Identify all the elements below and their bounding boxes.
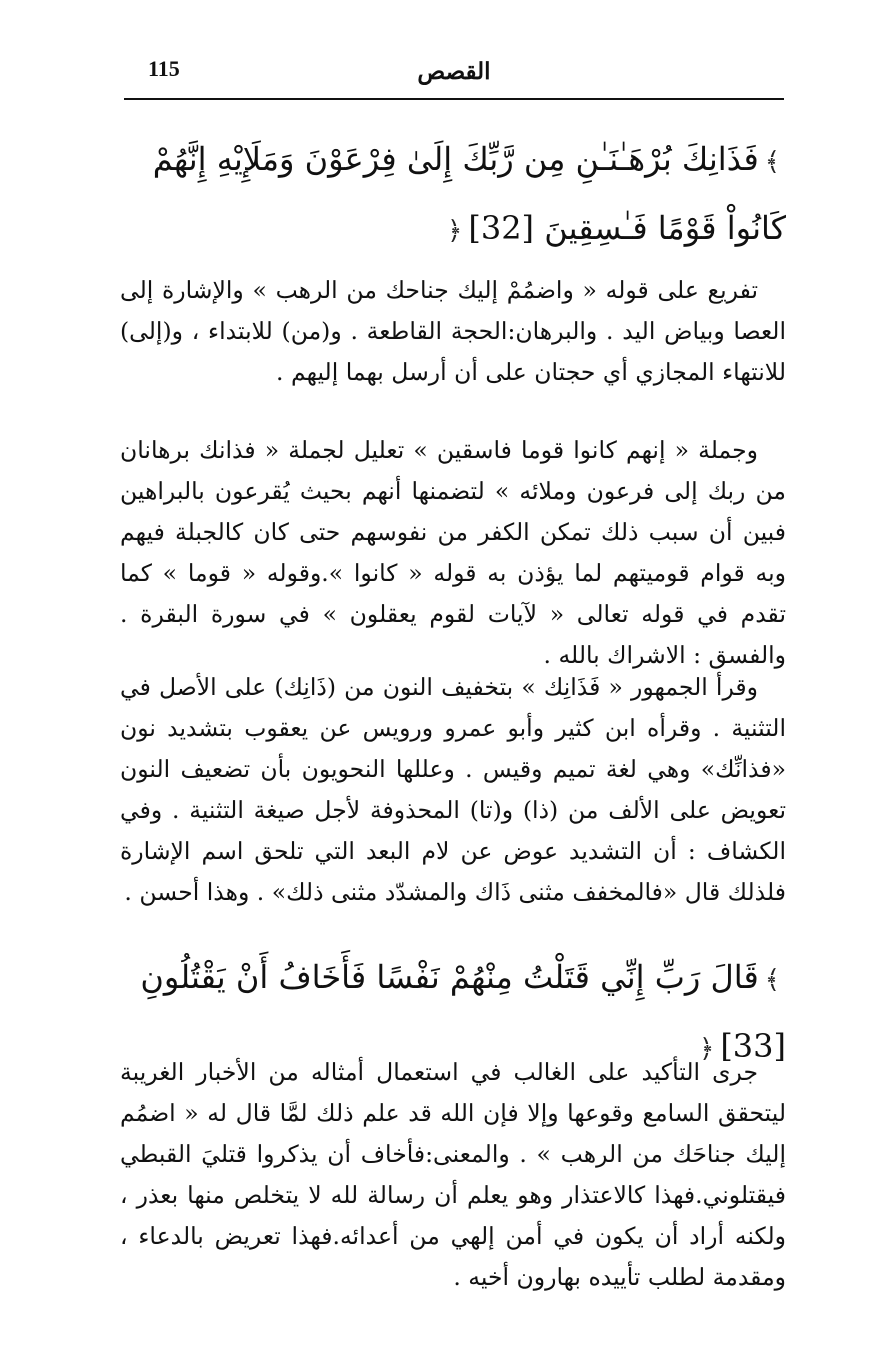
- ornament-open-icon: ﴾: [764, 147, 780, 177]
- paragraph-4: [120, 1052, 786, 1298]
- paragraph-1: [120, 270, 786, 393]
- paragraph-4-text: جرى التأكيد على الغالب في استعمال أمثاله من الأخبار الغريبة ليتحقق السامع وقوعها وإلا فإن الله قد علم ذلك لمَّا قال له « اضمُم إليك جناحَك من الرهب » . والمعنى:فأخاف أن يذكروا قتليَ القبطي فيقتلوني.فهذا كالاعتذار وهو يعلم أن رسالة لله لا يتخلص منها بعذر ، ولكنه أراد أن يكون في أمن إلهي من أعدائه.فهذا تعريض بالدعاء ، ومقدمة لطلب تأييده بهارون أخيه .: [120, 1058, 786, 1291]
- paragraph-2: [120, 430, 786, 676]
- verse-33-text: قَالَ رَبِّ إِنِّي قَتَلْتُ مِنْهُمْ نَفْسًا فَأَخَافُ أَنْ يَقْتُلُونِ [33]: [140, 958, 786, 1065]
- verse-32-text: فَذَانِكَ بُرْهَـٰنَـٰنِ مِن رَّبِّكَ إِلَىٰ فِرْعَوْنَ وَمَلَإِيْهِ إِنَّهُمْ كَانُواْ قَوْمًا فَـٰسِقِينَ [32]: [152, 140, 786, 247]
- paragraph-2-text: وجملة « إنهم كانوا قوما فاسقين » تعليل لجملة « فذانك برهانان من ربك إلى فرعون وملائه » لتضمنها أنهم بحيث يُقرعون بالبراهين فبين أن سبب ذلك تمكن الكفر من نفوسهم حتى كان كالجبلة فيهم وبه قوام قوميتهم لما يؤذن به قوله « كانوا ».وقوله « قوما » كما تقدم في قوله تعالى « لآيات لقوم يعقلون » في سورة البقرة . والفسق : الاشراك بالله .: [120, 436, 786, 669]
- paragraph-1-text: تفريع على قوله « واضمُمْ إليك جناحك من الرهب » والإشارة إلى العصا وبياض اليد . والبرهان:الحجة القاطعة . و(من) للابتداء ، و(إلى) للانتهاء المجازي أي حجتان على أن أرسل بهما إليهم .: [120, 276, 786, 386]
- verse-32: [120, 126, 786, 264]
- surah-title: القصص: [417, 58, 491, 85]
- page-number: 115: [148, 56, 180, 81]
- header-divider: [124, 98, 784, 100]
- paragraph-3-text: وقرأ الجمهور « فَذَانِك » بتخفيف النون من (ذَانِك) على الأصل في التثنية . وقرأه ابن كثير وأبو عمرو ورويس عن يعقوب بتشديد نون «فذانِّك» وهي لغة تميم وقيس . وعللها النحويون بأن تضعيف النون تعويض على الألف من (ذا) و(تا) المحذوفة لأجل صيغة التثنية . وفي الكشاف : أن التشديد عوض عن لام البعد التي تلحق اسم الإشارة فلذلك قال «فالمخفف مثنى ذَاك والمشدّد مثنى ذلك» . وهذا أحسن .: [120, 673, 786, 906]
- ornament-open-icon: ﴾: [764, 965, 780, 995]
- ornament-close-icon: ﴿: [447, 216, 463, 246]
- ornament-close-icon: ﴿: [699, 1034, 715, 1064]
- running-header: [124, 52, 784, 92]
- paragraph-3: [120, 667, 786, 913]
